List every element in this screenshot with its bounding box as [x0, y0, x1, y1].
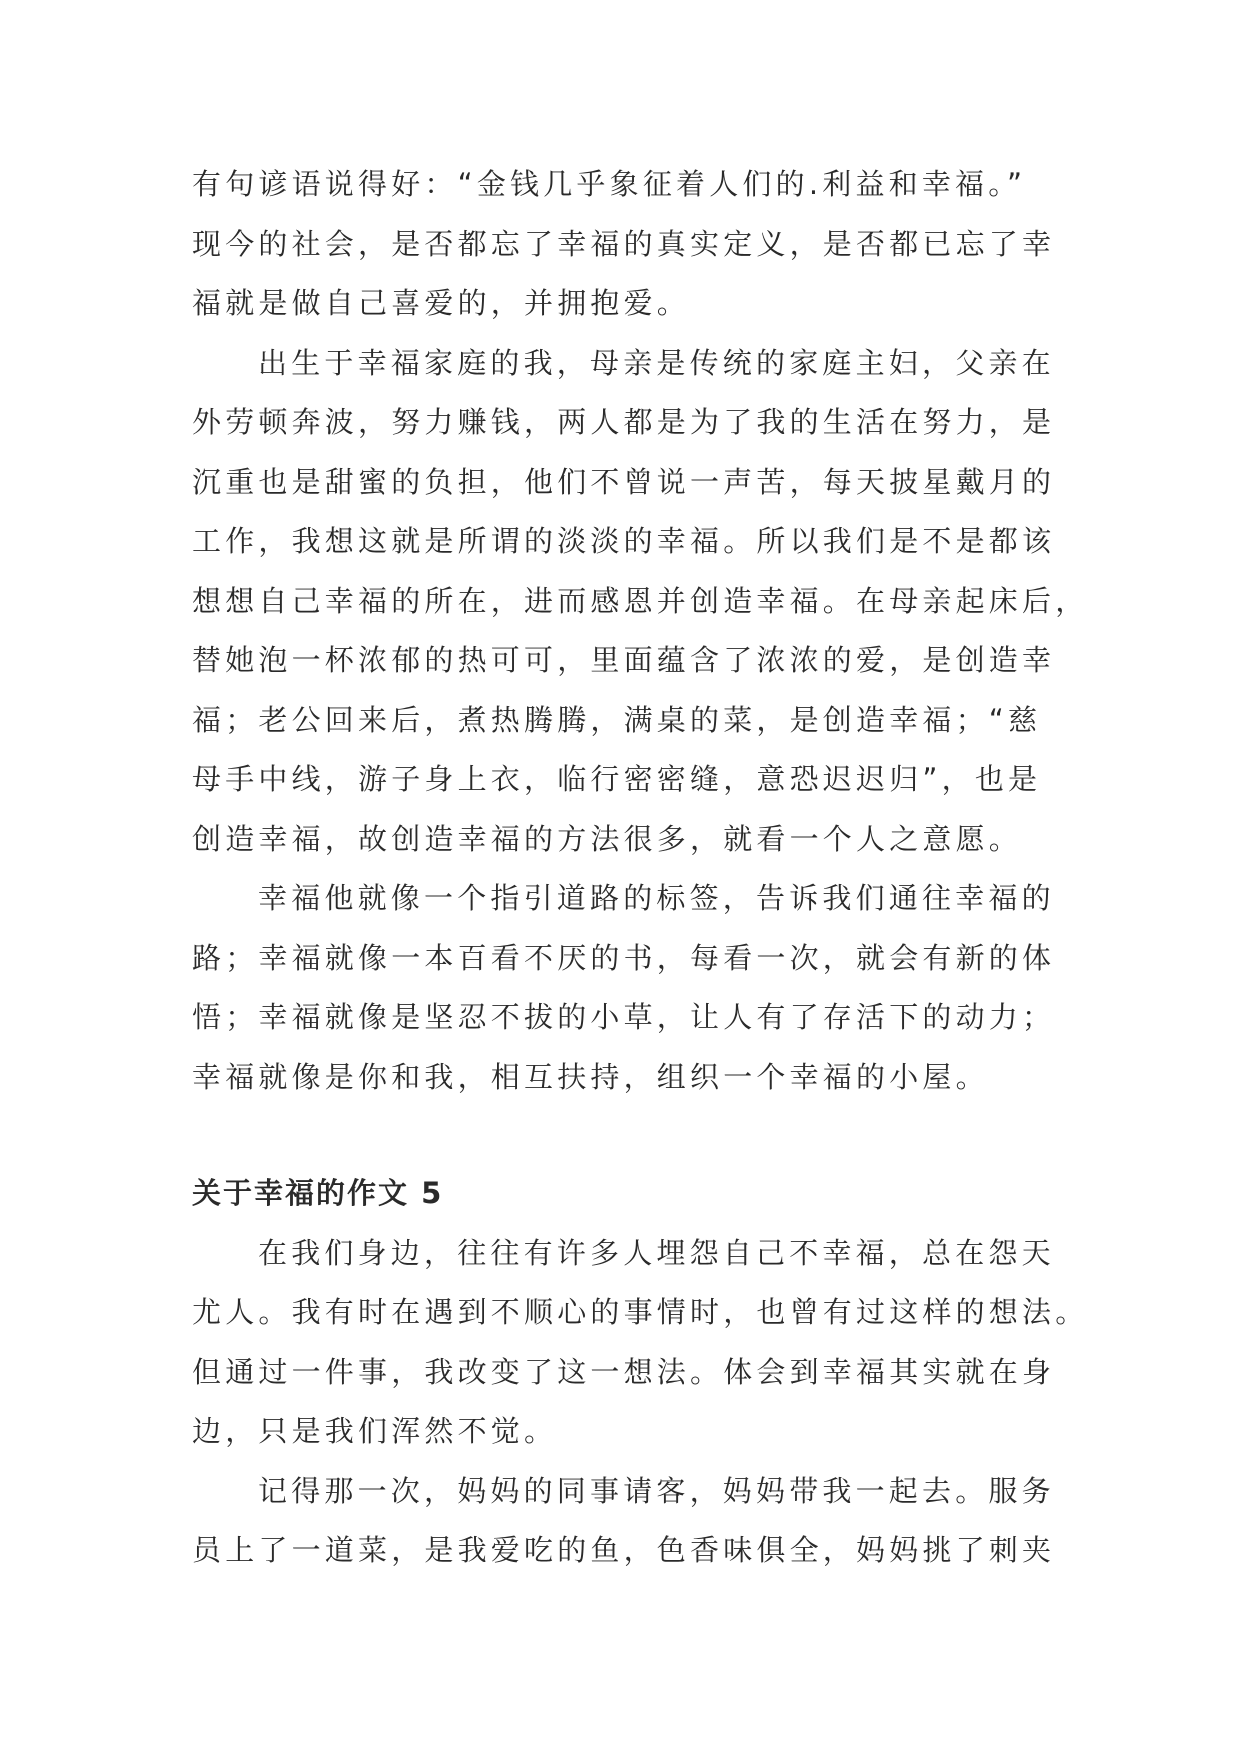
- essay-paragraph: [192, 1462, 1072, 1581]
- text-line: 员上了一道菜，是我爱吃的鱼，色香味俱全，妈妈挑了刺夹: [192, 1533, 1056, 1567]
- section-title: 关于幸福的作文 5: [192, 1176, 444, 1210]
- text-line: 路；幸福就像一本百看不厌的书，每看一次，就会有新的体: [192, 940, 1056, 975]
- text-line: 幸福就像是你和我，相互扶持，组织一个幸福的小屋。: [192, 1059, 989, 1094]
- text-line: 沉重也是甜蜜的负担，他们不曾说一声苦，每天披星戴月的: [192, 464, 1056, 499]
- text-line: 出生于幸福家庭的我，母亲是传统的家庭主妇，父亲在: [258, 345, 1055, 380]
- paragraph-text: [192, 334, 1089, 870]
- text-line: 创造幸福，故创造幸福的方法很多，就看一个人之意愿。: [192, 821, 1023, 856]
- paragraph-text: [192, 869, 1072, 1107]
- essay-paragraph: [192, 1224, 1089, 1462]
- section-gap: [192, 1107, 1072, 1164]
- text-line: 悟；幸福就像是坚忍不拔的小草，让人有了存活下的动力；: [192, 1000, 1056, 1034]
- text-line: 工作，我想这就是所谓的淡淡的幸福。所以我们是不是都该: [192, 524, 1056, 558]
- text-line: 但通过一件事，我改变了这一想法。体会到幸福其实就在身: [192, 1354, 1056, 1389]
- text-line: 边，只是我们浑然不觉。: [192, 1414, 558, 1448]
- text-line: 福；老公回来后，煮热腾腾，满桌的菜，是创造幸福；“慈: [192, 702, 1042, 737]
- essay-paragraph: [192, 155, 1072, 334]
- text-line: 福就是做自己喜爱的，并拥抱爱。: [192, 286, 691, 320]
- paragraph-text: [192, 155, 1072, 334]
- text-line: 记得那一次，妈妈的同事请客，妈妈带我一起去。服务: [258, 1473, 1055, 1508]
- text-line: 尤人。我有时在遇到不顺心的事情时，也曾有过这样的想法。: [192, 1295, 1089, 1329]
- essay-paragraph: [192, 869, 1072, 1107]
- text-line: 在我们身边，往往有许多人埋怨自己不幸福，总在怨天: [258, 1235, 1055, 1270]
- text-line: 替她泡一杯浓郁的热可可，里面蕴含了浓浓的爱，是创造幸: [192, 643, 1056, 677]
- essay-paragraph: [192, 334, 1089, 870]
- document-body: [192, 155, 1089, 1581]
- paragraph-text: [192, 1462, 1072, 1581]
- paragraph-text: [192, 1224, 1089, 1462]
- text-line: 有句谚语说得好：“金钱几乎象征着人们的.利益和幸福。”: [192, 167, 1027, 201]
- text-line: 母手中线，游子身上衣，临行密密缝，意恐迟迟归”，也是: [192, 762, 1042, 796]
- text-line: 幸福他就像一个指引道路的标签，告诉我们通往幸福的: [258, 881, 1055, 915]
- text-line: 外劳顿奔波，努力赚钱，两人都是为了我的生活在努力，是: [192, 405, 1056, 439]
- text-line: 想想自己幸福的所在，进而感恩并创造幸福。在母亲起床后，: [192, 583, 1089, 618]
- text-line: 现今的社会，是否都忘了幸福的真实定义，是否都已忘了幸: [192, 226, 1056, 261]
